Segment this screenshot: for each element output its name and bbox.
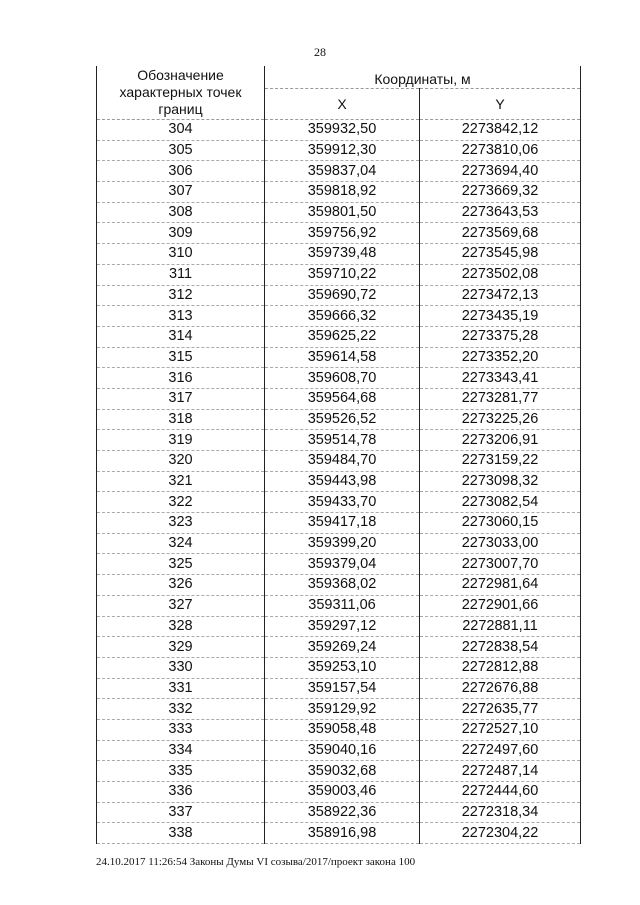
point-cell: 312 (97, 285, 265, 306)
table-row (97, 616, 581, 637)
table-row (97, 161, 581, 182)
x-cell: 359443,98 (265, 471, 420, 492)
table-row (97, 513, 581, 534)
x-cell: 359837,04 (265, 161, 420, 182)
y-cell: 2273669,32 (420, 182, 581, 203)
y-cell: 2272304,22 (420, 823, 581, 844)
point-cell: 322 (97, 492, 265, 513)
x-cell: 359058,48 (265, 719, 420, 740)
x-cell: 359526,52 (265, 409, 420, 430)
point-cell: 328 (97, 616, 265, 637)
table-row (97, 575, 581, 596)
table-row (97, 306, 581, 327)
point-cell: 329 (97, 637, 265, 658)
x-cell: 359756,92 (265, 223, 420, 244)
header-point-designation: Обозначение характерных точек границ (97, 66, 265, 120)
table-row (97, 120, 581, 141)
table-row (97, 761, 581, 782)
y-cell: 2273082,54 (420, 492, 581, 513)
x-cell: 359666,32 (265, 306, 420, 327)
table-row (97, 368, 581, 389)
point-cell: 316 (97, 368, 265, 389)
table-row (97, 326, 581, 347)
table-row (97, 595, 581, 616)
y-cell: 2272318,34 (420, 802, 581, 823)
table-row (97, 430, 581, 451)
point-cell: 319 (97, 430, 265, 451)
table-row (97, 678, 581, 699)
point-cell: 318 (97, 409, 265, 430)
table-row (97, 244, 581, 265)
x-cell: 359801,50 (265, 202, 420, 223)
table-row (97, 409, 581, 430)
y-cell: 2273098,32 (420, 471, 581, 492)
point-cell: 315 (97, 347, 265, 368)
header-x: X (265, 89, 420, 120)
x-cell: 359399,20 (265, 533, 420, 554)
y-cell: 2273225,26 (420, 409, 581, 430)
header-coordinates: Координаты, м (265, 66, 581, 89)
table-row (97, 740, 581, 761)
y-cell: 2273375,28 (420, 326, 581, 347)
table-row (97, 782, 581, 803)
point-cell: 306 (97, 161, 265, 182)
x-cell: 359818,92 (265, 182, 420, 203)
table-row (97, 451, 581, 472)
x-cell: 359614,58 (265, 347, 420, 368)
point-cell: 337 (97, 802, 265, 823)
y-cell: 2272497,60 (420, 740, 581, 761)
table-row (97, 471, 581, 492)
x-cell: 359608,70 (265, 368, 420, 389)
point-cell: 326 (97, 575, 265, 596)
y-cell: 2273842,12 (420, 120, 581, 141)
table-row (97, 285, 581, 306)
point-cell: 314 (97, 326, 265, 347)
x-cell: 359690,72 (265, 285, 420, 306)
y-cell: 2273502,08 (420, 264, 581, 285)
point-cell: 336 (97, 782, 265, 803)
point-cell: 310 (97, 244, 265, 265)
table-row (97, 140, 581, 161)
table-row (97, 388, 581, 409)
table-row (97, 202, 581, 223)
y-cell: 2273281,77 (420, 388, 581, 409)
y-cell: 2273352,20 (420, 347, 581, 368)
table-row (97, 699, 581, 720)
x-cell: 359433,70 (265, 492, 420, 513)
y-cell: 2273810,06 (420, 140, 581, 161)
table-row (97, 182, 581, 203)
x-cell: 359710,22 (265, 264, 420, 285)
point-cell: 333 (97, 719, 265, 740)
table-row (97, 637, 581, 658)
coordinates-table (96, 66, 581, 844)
y-cell: 2272881,11 (420, 616, 581, 637)
point-cell: 307 (97, 182, 265, 203)
x-cell: 359040,16 (265, 740, 420, 761)
table-row (97, 492, 581, 513)
point-cell: 338 (97, 823, 265, 844)
y-cell: 2273159,22 (420, 451, 581, 472)
y-cell: 2272812,88 (420, 657, 581, 678)
table-row (97, 657, 581, 678)
table-row (97, 823, 581, 844)
x-cell: 359269,24 (265, 637, 420, 658)
y-cell: 2273435,19 (420, 306, 581, 327)
page-number: 28 (314, 45, 326, 59)
point-cell: 332 (97, 699, 265, 720)
x-cell: 359912,30 (265, 140, 420, 161)
point-cell: 309 (97, 223, 265, 244)
y-cell: 2273545,98 (420, 244, 581, 265)
y-cell: 2273472,13 (420, 285, 581, 306)
x-cell: 359932,50 (265, 120, 420, 141)
y-cell: 2272838,54 (420, 637, 581, 658)
table-row (97, 533, 581, 554)
table-row (97, 554, 581, 575)
point-cell: 313 (97, 306, 265, 327)
y-cell: 2273643,53 (420, 202, 581, 223)
x-cell: 359417,18 (265, 513, 420, 534)
y-cell: 2272527,10 (420, 719, 581, 740)
table-row (97, 719, 581, 740)
y-cell: 2272487,14 (420, 761, 581, 782)
point-cell: 308 (97, 202, 265, 223)
x-cell: 359032,68 (265, 761, 420, 782)
point-cell: 317 (97, 388, 265, 409)
y-cell: 2273007,70 (420, 554, 581, 575)
x-cell: 359514,78 (265, 430, 420, 451)
point-cell: 327 (97, 595, 265, 616)
table-row (97, 347, 581, 368)
x-cell: 359484,70 (265, 451, 420, 472)
y-cell: 2272981,64 (420, 575, 581, 596)
point-cell: 311 (97, 264, 265, 285)
x-cell: 359379,04 (265, 554, 420, 575)
header-y: Y (420, 89, 581, 120)
x-cell: 359297,12 (265, 616, 420, 637)
point-cell: 325 (97, 554, 265, 575)
table-row (97, 802, 581, 823)
footer-stamp: 24.10.2017 11:26:54 Законы Думы VI созыва/2017/проект закона 100 (96, 856, 416, 868)
point-cell: 320 (97, 451, 265, 472)
y-cell: 2272635,77 (420, 699, 581, 720)
x-cell: 359625,22 (265, 326, 420, 347)
table-row (97, 264, 581, 285)
x-cell: 359311,06 (265, 595, 420, 616)
x-cell: 359564,68 (265, 388, 420, 409)
y-cell: 2272676,88 (420, 678, 581, 699)
x-cell: 359129,92 (265, 699, 420, 720)
point-cell: 335 (97, 761, 265, 782)
x-cell: 358916,98 (265, 823, 420, 844)
x-cell: 359739,48 (265, 244, 420, 265)
y-cell: 2273206,91 (420, 430, 581, 451)
x-cell: 358922,36 (265, 802, 420, 823)
y-cell: 2273060,15 (420, 513, 581, 534)
point-cell: 305 (97, 140, 265, 161)
y-cell: 2273343,41 (420, 368, 581, 389)
table-row (97, 223, 581, 244)
point-cell: 331 (97, 678, 265, 699)
x-cell: 359003,46 (265, 782, 420, 803)
y-cell: 2272444,60 (420, 782, 581, 803)
y-cell: 2272901,66 (420, 595, 581, 616)
point-cell: 321 (97, 471, 265, 492)
point-cell: 304 (97, 120, 265, 141)
point-cell: 323 (97, 513, 265, 534)
point-cell: 334 (97, 740, 265, 761)
x-cell: 359253,10 (265, 657, 420, 678)
y-cell: 2273033,00 (420, 533, 581, 554)
point-cell: 324 (97, 533, 265, 554)
x-cell: 359157,54 (265, 678, 420, 699)
y-cell: 2273694,40 (420, 161, 581, 182)
x-cell: 359368,02 (265, 575, 420, 596)
table-body (97, 120, 581, 844)
point-cell: 330 (97, 657, 265, 678)
y-cell: 2273569,68 (420, 223, 581, 244)
